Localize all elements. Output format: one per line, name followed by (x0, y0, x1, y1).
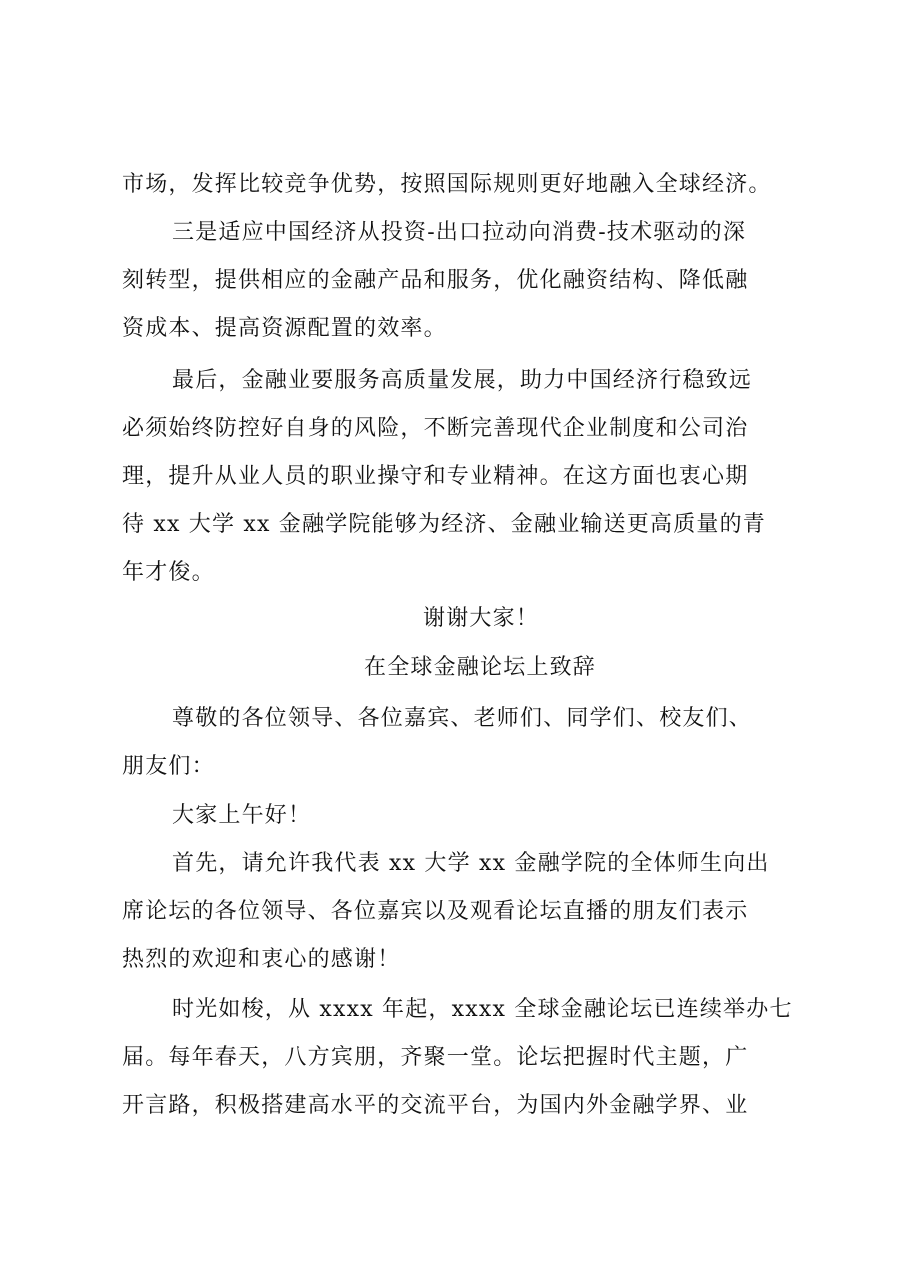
text-line-19: 届。每年春天，八方宾朋，齐聚一堂。论坛把握时代主题，广 (122, 1045, 749, 1070)
text-line-6: 必须始终防控好自身的风险，不断完善现代企业制度和公司治 (122, 416, 749, 441)
text-line-14: 大家上午好！ (172, 803, 312, 828)
text-line-12: 尊敬的各位领导、各位嘉宾、老师们、同学们、校友们、 (172, 706, 753, 731)
speech-title: 在全球金融论坛上致辞 (364, 655, 597, 680)
text-line-1: 市场，发挥比较竞争优势，按照国际规则更好地融入全球经济。 (122, 172, 772, 197)
text-line-4: 资成本、提高资源配置的效率。 (122, 316, 447, 341)
text-line-18: 时光如梭，从 xxxx 年起，xxxx 全球金融论坛已连续举办七 (172, 997, 793, 1022)
text-line-17: 热烈的欢迎和衷心的感谢！ (122, 947, 401, 972)
text-line-15: 首先，请允许我代表 xx 大学 xx 金融学院的全体师生向出 (172, 851, 770, 876)
text-line-9: 年才俊。 (122, 560, 215, 585)
text-line-8: 待 xx 大学 xx 金融学院能够为经济、金融业输送更高质量的青 (122, 512, 767, 537)
closing-line: 谢谢大家！ (423, 606, 540, 631)
text-line-20: 开言路，积极搭建高水平的交流平台，为国内外金融学界、业 (122, 1093, 749, 1118)
text-line-16: 席论坛的各位领导、各位嘉宾以及观看论坛直播的朋友们表示 (122, 899, 749, 924)
text-line-13: 朋友们： (122, 754, 215, 779)
text-line-5: 最后，金融业要服务高质量发展，助力中国经济行稳致远 (172, 368, 753, 393)
text-line-3: 刻转型，提供相应的金融产品和服务，优化融资结构、降低融 (122, 268, 749, 293)
text-line-2: 三是适应中国经济从投资-出口拉动向消费-技术驱动的深 (172, 220, 747, 245)
text-line-7: 理，提升从业人员的职业操守和专业精神。在这方面也衷心期 (122, 464, 749, 489)
